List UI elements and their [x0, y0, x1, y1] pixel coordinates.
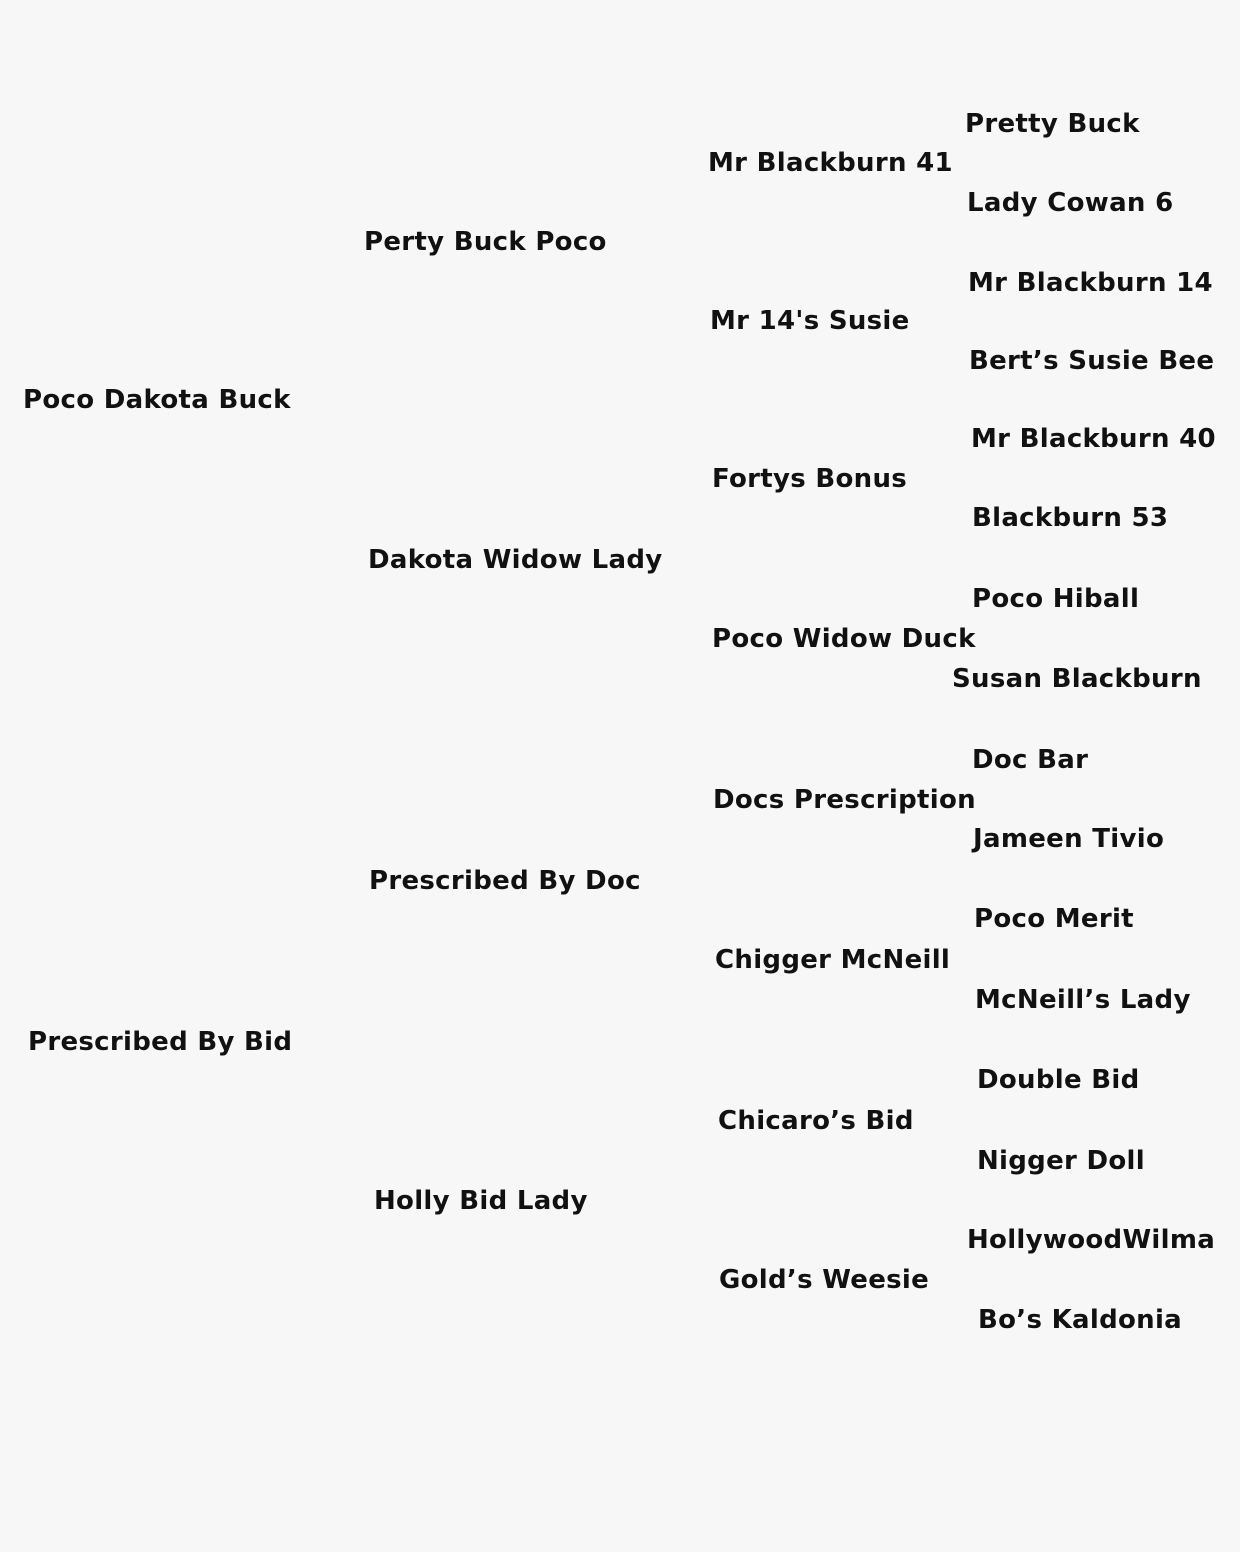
gen4-name-15: HollywoodWilma	[967, 1225, 1216, 1255]
gen3-name-8: Gold’s Weesie	[719, 1265, 930, 1295]
gen4-name-7: Poco Hiball	[972, 584, 1140, 614]
gen3-name-6: Chigger McNeill	[715, 945, 951, 975]
gen4-name-9: Doc Bar	[972, 745, 1089, 775]
gen3-name-7: Chicaro’s Bid	[718, 1106, 914, 1136]
gen4-name-2: Lady Cowan 6	[967, 188, 1174, 218]
gen4-name-14: Nigger Doll	[977, 1146, 1145, 1176]
gen4-name-4: Bert’s Susie Bee	[969, 346, 1215, 376]
gen4-name-6: Blackburn 53	[972, 503, 1169, 533]
gen1-bottom: Prescribed By Bid	[28, 1027, 293, 1057]
gen3-name-5: Docs Prescription	[713, 785, 976, 815]
gen4-name-3: Mr Blackburn 14	[968, 268, 1213, 298]
gen3-name-3: Fortys Bonus	[712, 464, 908, 494]
gen2-name-3: Prescribed By Doc	[369, 866, 641, 896]
gen4-name-12: McNeill’s Lady	[975, 985, 1191, 1015]
gen1-top: Poco Dakota Buck	[23, 385, 291, 415]
gen4-name-13: Double Bid	[977, 1065, 1140, 1095]
gen4-name-16: Bo’s Kaldonia	[978, 1305, 1183, 1335]
gen4-name-1: Pretty Buck	[965, 109, 1140, 139]
gen2-name-2: Dakota Widow Lady	[368, 545, 663, 575]
gen2-name-4: Holly Bid Lady	[374, 1186, 588, 1216]
gen2-name-1: Perty Buck Poco	[364, 227, 607, 257]
gen3-name-1: Mr Blackburn 41	[708, 148, 953, 178]
gen3-name-2: Mr 14's Susie	[710, 306, 910, 336]
gen4-name-8: Susan Blackburn	[952, 664, 1202, 694]
gen3-name-4: Poco Widow Duck	[712, 624, 976, 654]
gen4-name-11: Poco Merit	[974, 904, 1134, 934]
gen4-name-10: Jameen Tivio	[973, 824, 1165, 854]
gen4-name-5: Mr Blackburn 40	[971, 424, 1216, 454]
